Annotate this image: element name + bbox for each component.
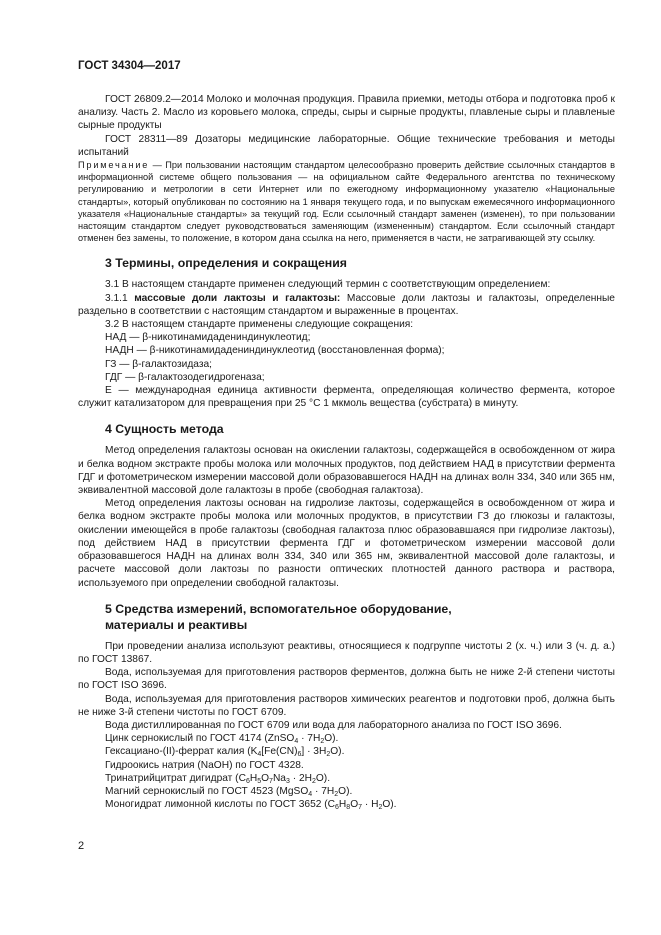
formula-part: Цинк сернокислый по ГОСТ 4174 (ZnSO [105,733,295,745]
zinc-sulfate-item [78,732,615,745]
clause-3-1: 3.1 В настоящем стандарте применен следующий термин с соответствующим определением: [105,279,551,291]
defined-term: массовые доли лактозы и галактозы: [134,292,341,304]
note-paragraph [78,159,615,244]
formula-part: Гексациано-(II)-феррат калия (K [105,746,258,758]
subscript: 2 [378,804,383,812]
formula-part: Моногидрат лимонной кислоты по ГОСТ 3652 (C [105,799,336,811]
formula-part: O). [382,799,397,811]
formula-part: Тринатрийцитрат дигидрат (C [105,772,246,784]
formula-part: O). [324,733,339,745]
subscript: 7 [358,804,363,812]
abbreviation-nad: НАД — β-никотинамидадениндинуклеотид; [105,332,311,344]
abbreviation-nadh: НАДН — β-никотинамидадениндинуклеотид (восстановленная форма); [105,345,445,357]
formula-part: ] · 3H [301,746,327,758]
formula-part: O). [330,746,345,758]
note-text: — При пользовании настоящим стандартом целесообразно проверить действие ссылочных стандартов в информационной системе общего пользования — на официальном сайте Федерального агентства по техническому регулированию и метрологии в сети Интернет или по ежегодному информационному указателю «Национальные стандарты», который опубликован по состоянию на 1 января текущего года, и по выпускам ежемесячного информационного указателя «Национальные стандарты» за текущий год. Если ссылочный стандарт заменен (изменен), то при пользовании настоящим стандартом следует руководствоваться заменяющим (измененным) стандартом. Если ссылочный стандарт отменен без замены, то положение, в котором дана ссылка на него, применяется в части, не затрагивающей эту ссылку. [78,160,615,244]
clause-3-1-1 [78,292,615,318]
section-4-heading: 4 Сущность метода [105,422,224,437]
subscript: 6 [245,777,250,785]
formula-part: O). [315,772,331,784]
magnesium-sulfate-item [78,785,615,798]
formula-part: · 7H [312,785,335,797]
formula-part: · 7H [298,733,321,745]
subscript: 4 [294,738,299,746]
trisodium-citrate-item [78,772,615,785]
sodium-hydroxide-item: Гидроокись натрия (NaOH) по ГОСТ 4328. [105,759,304,771]
subscript: 6 [335,804,339,812]
reagent-purity-paragraph: При проведении анализа используют реактивы, относящиеся к подгруппе чистоты 2 (х. ч.) или 3 (ч. д. а.) по ГОСТ 13867. [78,640,615,665]
subscript: 6 [297,751,302,759]
section-5-heading [105,601,615,633]
section-5-heading-line1: 5 Средства измерений, вспомогательное оборудование, [105,601,452,616]
term-definition: Массовые доли лактозы и галактозы, определенные раздельно в соответствии с настоящим стандартом и выраженные в процентах. [78,292,615,317]
subscript: 7 [269,777,273,785]
abbreviation-gz: ГЗ — β-галактозидаза; [105,358,213,370]
section-3-heading: 3 Термины, определения и сокращения [105,256,347,271]
subscript: 8 [346,804,351,812]
reference-gost-28311: ГОСТ 28311—89 Дозаторы медицинские лабораторные. Общие технические требования и методы испытаний [78,133,615,158]
formula-part: · 2H [289,772,312,784]
formula-part: [Fe(CN) [261,746,298,758]
document-id-header: ГОСТ 34304—2017 [78,60,181,72]
clause-number: 3.1.1 [105,292,135,304]
formula-part: · H [362,799,379,811]
method-lactose-paragraph: Метод определения лактозы основан на гидролизе лактозы, содержащейся в освобожденном от жира и белка водном экстракте пробы молока или молочных продуктов, в присутствии ГЗ до глюкозы и галактозы, окислении имеющейся в пробе галактозы (свободная галактоза плюс образовавшаяся при гидролизе лактозы), под действием НАД в присутствии фермента ГДГ и фотометрическом измерении массовой доли образовавшегося НАДН на длинах волн 334, 340 или 365 нм, эквивалентной массовой доле галактозы, и расчете массовой доли лактозы по разности оптических плотностей данного раствора и раствора, используемого при определении свободной галактозы. [78,498,615,589]
abbreviation-e: Е — международная единица активности фермента, определяющая количество фермента, которое служит катализатором для превращения при 25 °С 1 мкмоль вещества (субстрата) в минуту. [78,385,615,410]
note-label: Примечание [78,160,150,171]
subscript: 2 [320,738,325,746]
subscript: 2 [311,777,316,785]
distilled-water-item: Вода дистиллированная по ГОСТ 6709 или вода для лабораторного анализа по ГОСТ ISO 3696. [105,719,562,731]
reference-gost-26809: ГОСТ 26809.2—2014 Молоко и молочная продукция. Правила приемки, методы отбора и подготовка проб к анализу. Часть 2. Масло из коровьего молока, спреды, сыры и сырные продукты, плавленые сыры и плавленые сырные продукты [78,94,615,132]
potassium-ferrocyanide-item [78,745,615,758]
method-galactose-paragraph: Метод определения галактозы основан на окислении галактозы, содержащейся в освобожденном от жира и белка водном экстракте пробы молока или молочных продуктов, под действием НАД в присутствии фермента ГДГ и фотометрическом измерении массовой доли образовавшегося НАДН на длинах волн 334, 340 или 365 нм, эквивалентной массовой доле галактозы в пробе (свободная галактоза). [78,445,615,497]
abbreviation-gdg: ГДГ — β-галактозодегидрогеназа; [105,371,265,383]
subscript: 2 [326,751,331,759]
page-content [78,93,615,811]
subscript: 4 [257,751,262,759]
formula-part: Na [272,772,286,784]
section-5-heading-line2: материалы и реактивы [105,617,248,632]
subscript: 4 [308,790,313,798]
formula-part: O). [338,785,353,797]
formula-part: Магний сернокислый по ГОСТ 4523 (MgSO [105,785,309,797]
formula-part: O [350,799,359,811]
subscript: 5 [257,777,262,785]
subscript: 2 [334,790,339,798]
reagent-water-paragraph: Вода, используемая для приготовления растворов химических реагентов и подготовки проб, должна быть не ниже 3-й степени чистоты по ГОСТ 6709. [78,693,615,718]
citric-acid-item [78,798,615,811]
page-number: 2 [78,840,85,852]
subscript: 3 [285,777,290,785]
formula-part: O [261,772,270,784]
formula-part: H [338,799,347,811]
clause-3-2: 3.2 В настоящем стандарте применены следующие сокращения: [105,319,414,331]
formula-part: H [249,772,258,784]
enzyme-water-paragraph: Вода, используемая для приготовления растворов ферментов, должна быть не ниже 2-й степени чистоты по ГОСТ ISO 3696. [78,667,615,692]
